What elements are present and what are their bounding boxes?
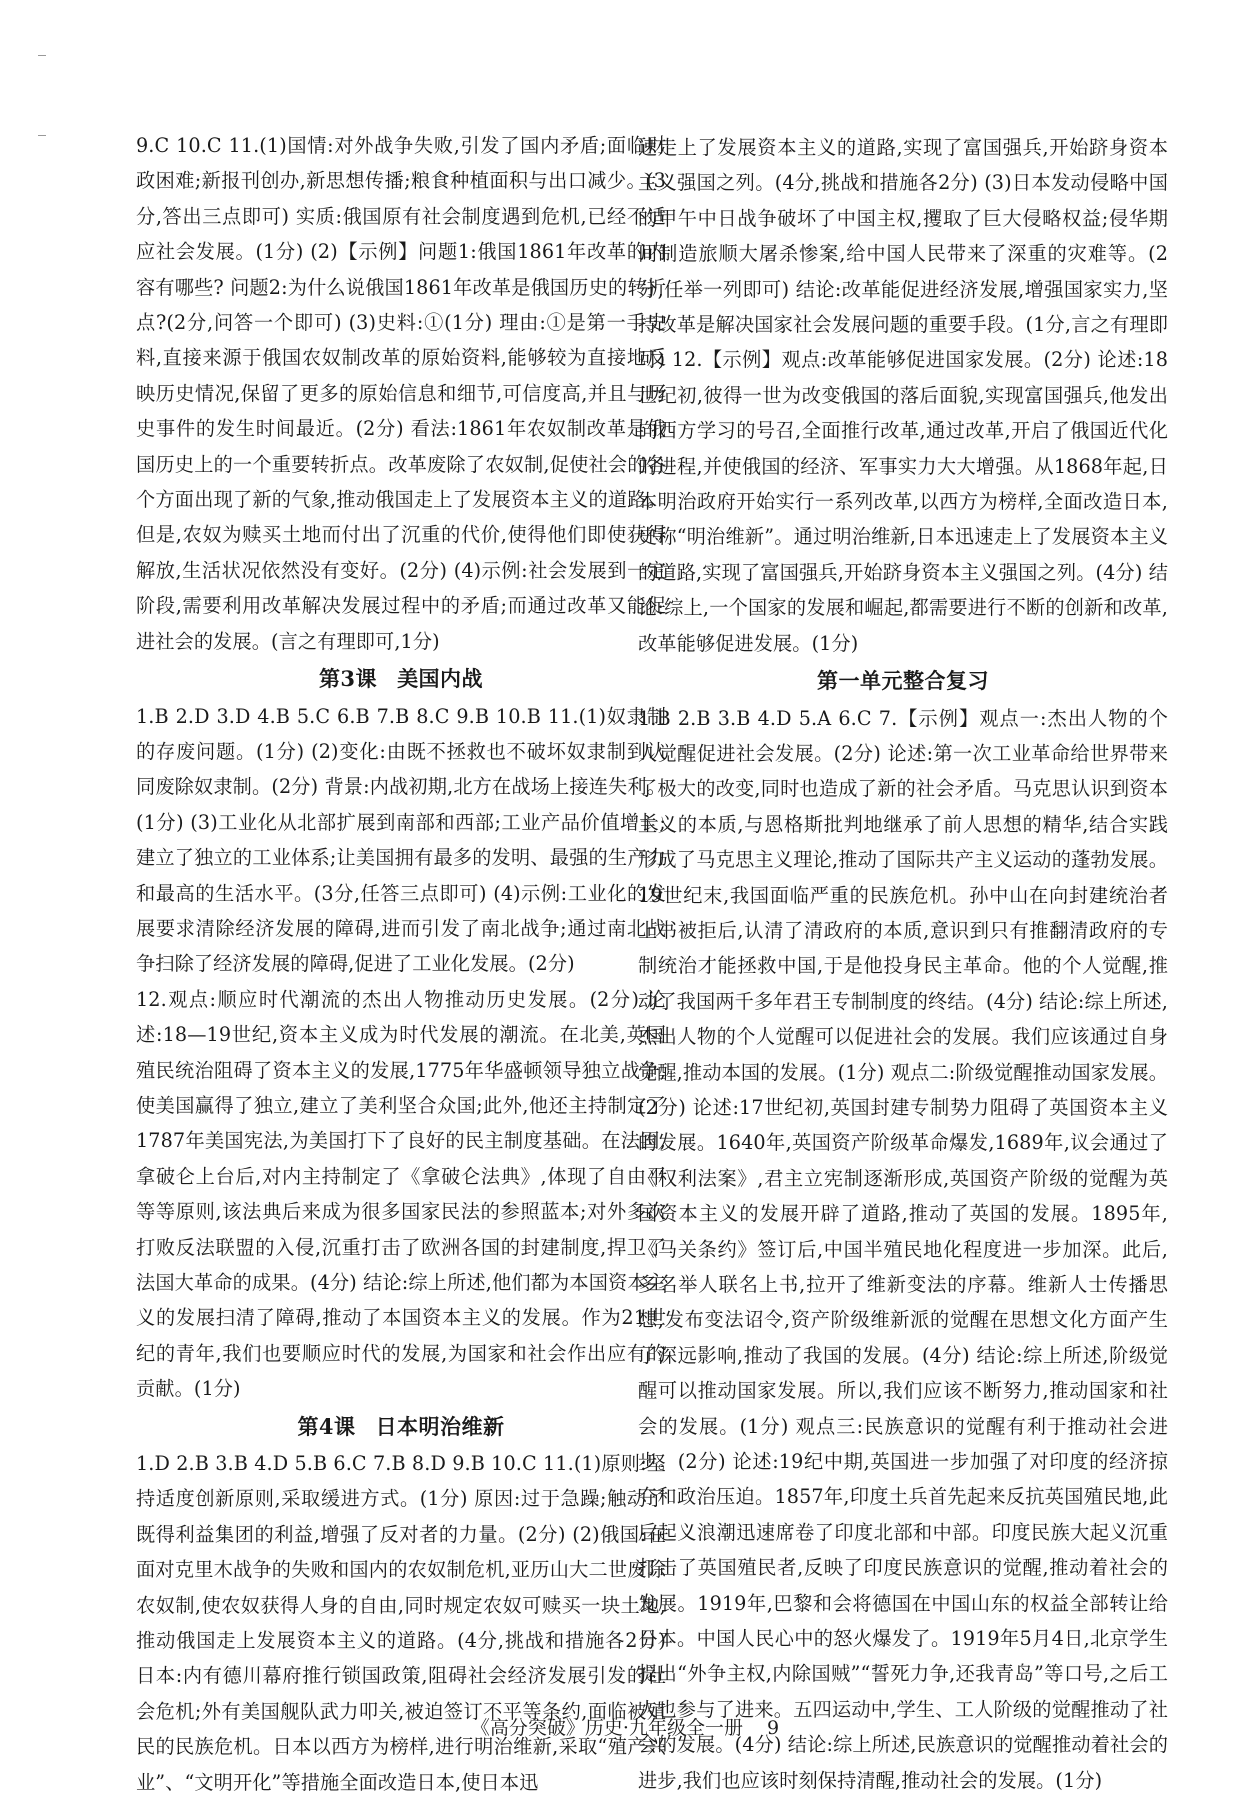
lesson-title: 日本明治维新	[375, 1413, 505, 1439]
scan-mark	[38, 135, 46, 136]
answer-paragraph: 速走上了发展资本主义的道路,实现了富国强兵,开始跻身资本主义强国之列。(4分,挑战和措施各2分) (3)日本发动侵略中国的甲午中日战争破坏了中国主权,攫取了巨大侵略权益;侵华期间制造旅顺大屠杀惨案,给中国人民带来了深重的灾难等。(2分,任举一列即可) 结论:改革能促进经济发展,增强国家实力,坚持改革是解决国家社会发展问题的重要手段。(1分,言之有理即可) 12.【示例】观点:改革能够促进国家发展。(2分) 论述:18世纪初,彼得一世为改变俄国的落后面貌,实现富国强兵,他发出向西方学习的号召,全面推行改革,通过改革,开启了俄国近代化的进程,并使俄国的经济、军事实力大大增强。从1868年起,日本明治政府开始实行一系列改革,以西方为榜样,全面改造日本,史称“明治维新”。通过明治维新,日本迅速走上了发展资本主义的道路,实现了富国强兵,开始跻身资本主义强国之列。(4分) 结论:综上,一个国家的发展和崛起,都需要进行不断的创新和改革,改革能够促进发展。(1分)	[638, 136, 1168, 655]
lesson-title: 美国内战	[397, 666, 484, 692]
lesson-heading	[136, 1409, 666, 1444]
page-footer	[0, 1713, 1250, 1740]
left-column	[136, 128, 666, 1800]
answer-paragraph: 1.D 2.B 3.B 4.D 5.B 6.C 7.B 8.D 9.B 10.C 11.(1)原则:坚持适度创新原则,采取缓进方式。(1分) 原因:过于急躁;触动了既得利益集团的利益,增强了反对者的力量。(2分) (2)俄国:在面对克里木战争的失败和国内的农奴制危机,亚历山大二世废除农奴制,使农奴获得人身的自由,同时规定农奴可赎买一块土地,推动俄国走上发展资本主义的道路。(4分,挑战和措施各2分) 日本:内有德川幕府推行锁国政策,阻碍社会经济发展引发的社会危机;外有美国舰队武力叩关,被迫签订不平等条约,面临被殖民的民族危机。日本以西方为榜样,进行明治维新,采取“殖产兴业”、“文明开化”等措施全面改造日本,使日本迅	[136, 1452, 666, 1794]
unit-heading: 第一单元整合复习	[817, 668, 989, 694]
page-number: 9	[766, 1717, 780, 1739]
book-title: 《高分突破》历史·九年级全一册	[470, 1717, 743, 1739]
right-column	[638, 130, 1168, 1798]
lesson-number: 第4课	[297, 1413, 356, 1439]
answer-paragraph: 1.B 2.D 3.D 4.B 5.C 6.B 7.B 8.C 9.B 10.B 11.(1)奴隶制的存废问题。(1分) (2)变化:由既不拯救也不破坏奴隶制到认同废除奴隶制。(2分) 背景:内战初期,北方在战场上接连失利。(1分) (3)工业化从北部扩展到南部和西部;工业产品价值增长;建立了独立的工业体系;让美国拥有最多的发明、最强的生产力和最高的生活水平。(3分,任答三点即可) (4)示例:工业化的发展要求清除经济发展的障碍,进而引发了南北战争;通过南北战争扫除了经济发展的障碍,促进了工业化发展。(2分)	[136, 704, 666, 976]
lesson-number: 第3课	[318, 666, 378, 692]
answer-paragraph: 9.C 10.C 11.(1)国情:对外战争失败,引发了国内矛盾;面临财政困难;新报刊创办,新思想传播;粮食种植面积与出口减少。(3分,答出三点即可) 实质:俄国原有社会制度遇到危机,已经不适应社会发展。(1分) (2)【示例】问题1:俄国1861年改革的内容有哪些? 问题2:为什么说俄国1861年改革是俄国历史的转折点?(2分,问答一个即可) (3)史料:①(1分) 理由:①是第一手史料,直接来源于俄国农奴制改革的原始资料,能够较为直接地反映历史情况,保留了更多的原始信息和细节,可信度高,并且与历史事件的发生时间最近。(2分) 看法:1861年农奴制改革是俄国历史上的一个重要转折点。改革废除了农奴制,促使社会的各个方面出现了新的气象,推动俄国走上了发展资本主义的道路。但是,农奴为赎买土地而付出了沉重的代价,使得他们即使获得解放,生活状况依然没有变好。(2分) (4)示例:社会发展到一定阶段,需要利用改革解决发展过程中的矛盾;而通过改革又能促进社会的发展。(言之有理即可,1分)	[136, 134, 666, 653]
scan-mark	[38, 55, 46, 56]
answer-paragraph: 12.观点:顺应时代潮流的杰出人物推动历史发展。(2分) 论述:18—19世纪,资本主义成为时代发展的潮流。在北美,英国殖民统治阻碍了资本主义的发展,1775年华盛顿领导独立战争,使美国赢得了独立,建立了美利坚合众国;此外,他还主持制定了1787年美国宪法,为美国打下了良好的民主制度基础。在法国,拿破仑上台后,对内主持制定了《拿破仑法典》,体现了自由平等等原则,该法典后来成为很多国家民法的参照蓝本;对外多次打败反法联盟的入侵,沉重打击了欧洲各国的封建制度,捍卫了法国大革命的成果。(4分) 结论:综上所述,他们都为本国资本主义的发展扫清了障碍,推动了本国资本主义的发展。作为21世纪的青年,我们也要顺应时代的发展,为国家和社会作出应有的贡献。(1分)	[136, 987, 666, 1401]
lesson-heading	[136, 661, 666, 696]
answer-paragraph: 1.B 2.B 3.B 4.D 5.A 6.C 7.【示例】观点一:杰出人物的个人觉醒促进社会发展。(2分) 论述:第一次工业革命给世界带来了极大的改变,同时也造成了新的社会矛盾。马克思认识到资本主义的本质,与恩格斯批判地继承了前人思想的精华,结合实践形成了马克思主义理论,推动了国际共产主义运动的蓬勃发展。19世纪末,我国面临严重的民族危机。孙中山在向封建统治者上书被拒后,认清了清政府的本质,意识到只有推翻清政府的专制统治才能拯救中国,于是他投身民主革命。他的个人觉醒,推动了我国两千多年君王专制制度的终结。(4分) 结论:综上所述,杰出人物的个人觉醒可以促进社会的发展。我们应该通过自身觉醒,推动本国的发展。(1分) 观点二:阶级觉醒推动国家发展。(2分) 论述:17世纪初,英国封建专制势力阻碍了英国资本主义的发展。1640年,英国资产阶级革命爆发,1689年,议会通过了《权利法案》,君主立宪制逐渐形成,英国资产阶级的觉醒为英国资本主义的发展开辟了道路,推动了英国的发展。1895年,《马关条约》签订后,中国半殖民地化程度进一步加深。此后,多名举人联名上书,拉开了维新变法的序幕。维新人士传播思想,发布变法诏令,资产阶级维新派的觉醒在思想文化方面产生了深远影响,推动了我国的发展。(4分) 结论:综上所述,阶级觉醒可以推动国家发展。所以,我们应该不断努力,推动国家和社会的发展。(1分) 观点三:民族意识的觉醒有利于推动社会进步。(2分) 论述:19纪中期,英国进一步加强了对印度的经济掠夺和政治压迫。1857年,印度土兵首先起来反抗英国殖民地,此后起义浪潮迅速席卷了印度北部和中部。印度民族大起义沉重打击了英国殖民者,反映了印度民族意识的觉醒,推动着社会的发展。1919年,巴黎和会将德国在中国山东的权益全部转让给日本。中国人民心中的怒火爆发了。1919年5月4日,北京学生提出“外争主权,内除国贼”“誓死力争,还我青岛”等口号,之后工人也参与了进来。五四运动中,学生、工人阶级的觉醒推动了社会的发展。(4分) 结论:综上所述,民族意识的觉醒推动着社会的进步,我们也应该时刻保持清醒,推动社会的发展。(1分)	[638, 706, 1168, 1792]
